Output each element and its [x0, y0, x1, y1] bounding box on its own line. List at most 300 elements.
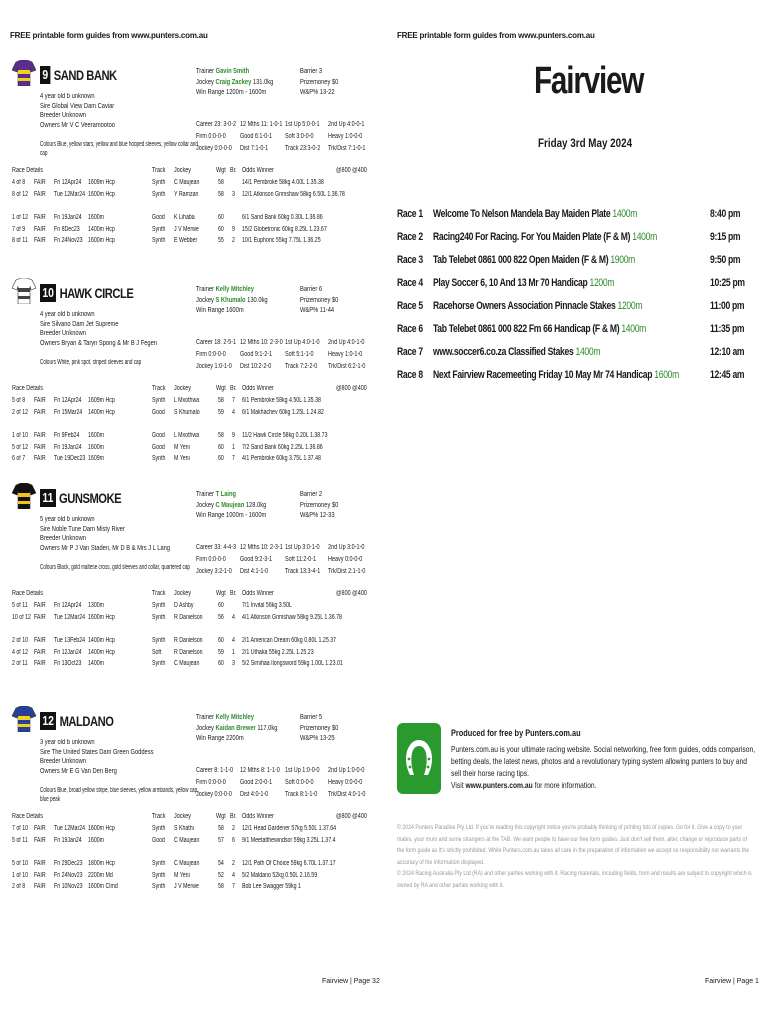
form-cell: 8 of 11: [12, 237, 28, 244]
form-cell: 58: [218, 883, 224, 890]
jockey-label: Jockey: [196, 499, 216, 509]
trainer-line: [196, 66, 273, 77]
form-cell: 1800m Hcp: [88, 860, 115, 867]
form-cell: 5 of 11: [12, 602, 28, 609]
race-name[interactable]: [433, 323, 646, 335]
horse-prizemoney: Prizemoney $0: [300, 76, 339, 86]
jockey-weight: 130.0kg: [245, 294, 268, 304]
form-cell: Good: [152, 214, 165, 221]
form-cell: 59: [218, 648, 224, 656]
form-header-cell: Odds Winner: [242, 385, 274, 392]
form-cell: 1600m: [88, 432, 105, 439]
horse-title: [40, 284, 133, 302]
form-header-cell: Br.: [230, 167, 237, 174]
form-header-cell: Track: [152, 167, 166, 174]
form-cell: FAIR: [34, 237, 46, 244]
form-cell: Fri 12Apr24: [54, 602, 82, 609]
horse-block: [0, 481, 384, 701]
jockey-name[interactable]: S Khumalo: [215, 294, 246, 304]
race-number: Race 1: [397, 208, 423, 220]
form-header-cell: Race Details: [12, 385, 43, 392]
race-name[interactable]: [433, 346, 600, 358]
form-cell: 60: [218, 443, 224, 451]
race-name-text: Tab Telebet 0861 000 822 Fm 66 Handicap (F & M): [433, 323, 620, 335]
form-cell: 1600m Hcp: [88, 613, 115, 621]
stat-cell: 1st Up 3:0-1-0: [285, 544, 320, 551]
form-header-cell: Odds Winner: [242, 167, 274, 174]
race-name[interactable]: [433, 254, 635, 266]
race-distance: 1400m: [621, 323, 647, 335]
horse-wp: W&P% 13-22: [300, 87, 335, 96]
horseshoe-icon: [397, 723, 441, 794]
form-cell: 12/1 Path Of Choice 59kg 6.70L 1.37.17: [242, 860, 336, 867]
stat-cell: Career 18: 2-5-1: [196, 339, 237, 346]
footer-left: Fairview | Page 32: [322, 978, 380, 985]
form-cell: Tue 13Feb24: [54, 637, 86, 644]
form-header-cell: Br.: [230, 813, 237, 820]
race-time: 11:35 pm: [710, 323, 745, 335]
form-cell: 2 of 12: [12, 408, 29, 416]
form-cell: 4/1 Pembroke 60kg 3.75L 1.37.48: [242, 455, 321, 462]
stat-cell: Track 13:3-4-1: [285, 568, 321, 575]
form-cell: FAIR: [34, 408, 46, 416]
form-header-cell: Wgt: [216, 385, 226, 392]
form-cell: 4: [232, 613, 235, 621]
form-cell: Synth: [152, 660, 166, 667]
stat-cell: Firm 0:0-0-0: [196, 556, 226, 563]
jockey-line: [196, 77, 273, 88]
form-cell: Y Ramzan: [174, 190, 199, 198]
form-cell: C Maujean: [174, 660, 200, 667]
form-header-cell: @800 @400: [336, 167, 367, 174]
form-cell: Fri 29Dec23: [54, 860, 83, 867]
form-cell: 2/1 Uthaka 55kg 2.25L 1.25.23: [242, 648, 314, 656]
form-cell: D Ashby: [174, 602, 194, 609]
form-cell: Fri 24Nov23: [54, 237, 83, 244]
trainer-label: Trainer: [196, 284, 216, 293]
trainer-name[interactable]: Kelly Mitchley: [215, 284, 254, 293]
stat-cell: Dist 10:2-2-0: [240, 363, 272, 370]
promo-visit-link[interactable]: www.punters.com.au: [465, 781, 533, 790]
page-header-left: FREE printable form guides from www.punters.com.au: [10, 31, 208, 40]
form-cell: 12/1 Head Gardener 57kg 5.50L 1.37.64: [242, 825, 337, 832]
jockey-line: [196, 723, 277, 734]
form-cell: 1 of 10: [12, 871, 29, 879]
horse-name[interactable]: MALDANO: [59, 713, 114, 729]
horse-prizemoney: Prizemoney $0: [300, 294, 339, 304]
form-cell: 1 of 10: [12, 432, 29, 439]
horse-age: 3 year old b unknown: [40, 739, 95, 746]
promo-visit-prefix: Visit: [451, 781, 466, 790]
race-name[interactable]: [433, 208, 637, 220]
trainer-block: [196, 489, 266, 521]
form-cell: 9/1 Meetatthewindsor 59kg 3.25L 1.37.4: [242, 836, 336, 844]
form-cell: FAIR: [34, 443, 46, 451]
form-cell: Fri 12Apr24: [54, 179, 82, 186]
form-cell: 4/1 Atkinson Grimshaw 58kg 9.25L 1.36.78: [242, 613, 342, 621]
form-cell: 58: [218, 179, 224, 186]
form-cell: 60: [218, 455, 224, 462]
form-cell: 1400m Hcp: [88, 408, 115, 416]
promo-body: [451, 744, 759, 792]
horse-sire: Sire The United States Dam Green Goddess: [40, 748, 154, 756]
jockey-silks-icon: [12, 60, 36, 86]
form-cell: Fri 8Dec23: [54, 225, 80, 233]
form-cell: Fri 12Jan24: [54, 648, 82, 656]
race-name-text: Racing240 For Racing. For You Maiden Plate (F & M): [433, 231, 631, 243]
copyright-text-2: © 2024 Racing Australia Pty Ltd (RA) and other parties working with it. Racing materials, including fields, form and results are subject to copyright which is owned by RA and other parties working with it.: [397, 870, 752, 889]
form-cell: 6/1 Pembroke 58kg 4.50L 1.35.38: [242, 397, 321, 404]
trainer-line: [196, 489, 266, 500]
form-cell: 59: [218, 408, 224, 416]
stat-cell: 2nd Up 4:0-1-0: [328, 339, 365, 346]
horse-name[interactable]: GUNSMOKE: [59, 490, 122, 506]
form-cell: Synth: [152, 602, 166, 609]
form-cell: Good: [152, 443, 165, 451]
horse-age: 5 year old b unknown: [40, 516, 95, 523]
copyright-notice: [397, 822, 754, 891]
stat-cell: Good 9:1-2-1: [240, 351, 273, 358]
form-cell: FAIR: [34, 660, 46, 667]
form-cell: 12/1 Atkinson Grimshaw 58kg 6.50L 1.36.78: [242, 190, 345, 198]
stat-cell: Career 23: 3-0-2: [196, 121, 237, 128]
form-header-cell: Jockey: [174, 167, 192, 174]
race-distance: 1200m: [589, 277, 615, 289]
form-cell: 7: [232, 883, 235, 890]
form-cell: Soft: [152, 648, 162, 656]
form-header-cell: Br.: [230, 590, 237, 597]
race-name-text: Tab Telebet 0861 000 822 Open Maiden (F & M): [433, 254, 609, 266]
form-cell: 58: [218, 432, 224, 439]
form-cell: 1400m: [88, 660, 105, 667]
horse-breeder: Breeder Unknown: [40, 112, 86, 119]
horse-owners: Owners Bryan & Taryn Spong & Mr B J Fegen: [40, 339, 157, 347]
form-cell: FAIR: [34, 179, 46, 186]
race-number: Race 6: [397, 323, 423, 335]
stat-cell: Firm 0:0-0-0: [196, 133, 226, 140]
trainer-name[interactable]: Kelly Mitchley: [215, 712, 254, 721]
form-cell: 2: [232, 825, 235, 832]
form-cell: 10 of 12: [12, 613, 31, 621]
form-cell: 11/2 Hawk Circle 58kg 0.20L 1.38.73: [242, 432, 328, 439]
form-cell: 7: [232, 397, 235, 404]
stat-cell: Good 9:2-3-1: [240, 556, 273, 563]
horse-sire: Sire Silvano Dam Jet Supreme: [40, 320, 119, 328]
form-cell: 1600m Hcp: [88, 237, 115, 244]
horse-details: [40, 310, 157, 348]
stat-cell: Trk/Dist 7:1-0-1: [328, 145, 366, 152]
horse-owners: Owners Mr E G Van Den Berg: [40, 767, 117, 775]
form-cell: C Maujean: [174, 860, 200, 867]
horse-colours: Colours Black, gold maltese cross, gold sleeves and collar, quartered cap: [40, 564, 190, 571]
form-header-cell: @800 @400: [336, 385, 367, 392]
form-cell: FAIR: [34, 397, 46, 404]
stat-cell: Firm 0:0-0-0: [196, 779, 226, 786]
form-header-cell: Track: [152, 813, 166, 820]
form-cell: 1: [232, 443, 235, 451]
form-cell: FAIR: [34, 825, 46, 832]
stat-cell: Track 8:1-1-0: [285, 791, 318, 798]
horse-title: [40, 489, 121, 507]
form-cell: Tue 12Mar24: [54, 190, 86, 198]
jockey-name[interactable]: Craig Zackey: [215, 76, 252, 86]
horse-details: [40, 92, 115, 130]
form-cell: Fri 9Feb24: [54, 432, 80, 439]
copyright-text-1: © 2024 Punters Paradise Pty Ltd. If you're reading this copyright notice you're probably thinking of printing lots of copies. Go for it. Give a copy to your mates, your mum and some strangers at the TAB. We want people to have our free form guides. Just don't sell them, alter, change or reproduce parts of the form guide as it's strictly prohibited. While Punters.com.au takes all care in the preparation of information we accept no responsibility nor warrants the accuracy of the information displayed.: [397, 824, 750, 866]
form-cell: Fri 24Nov23: [54, 871, 83, 879]
form-cell: 58: [218, 825, 224, 832]
horse-name[interactable]: HAWK CIRCLE: [59, 285, 134, 301]
form-cell: Fri 12Apr24: [54, 397, 82, 404]
trainer-label: Trainer: [196, 66, 216, 75]
horse-age: 4 year old b unknown: [40, 93, 95, 100]
race-distance: 1900m: [610, 254, 636, 266]
form-cell: R Danielson: [174, 648, 203, 656]
form-cell: FAIR: [34, 883, 46, 890]
horse-details: [40, 738, 153, 776]
horse-colours: Colours White, pink spot, striped sleeves and cap: [40, 359, 142, 366]
stat-cell: 1st Up 1:0-0-0: [285, 767, 320, 774]
race-time: 11:00 pm: [710, 300, 745, 312]
form-cell: L Mxothwa: [174, 432, 200, 439]
win-range: Win Range 1000m - 1600m: [196, 510, 267, 519]
form-cell: Synth: [152, 860, 166, 867]
form-cell: J V Merwe: [174, 225, 199, 233]
form-cell: C Maujean: [174, 179, 200, 186]
form-cell: 1609m: [88, 455, 105, 462]
form-cell: Synth: [152, 225, 166, 233]
form-cell: Tue 19Dec23: [54, 455, 86, 462]
form-cell: 2 of 11: [12, 660, 28, 667]
race-number: Race 4: [397, 277, 423, 289]
form-cell: 3: [232, 190, 235, 198]
form-cell: Synth: [152, 637, 166, 644]
form-header-cell: Odds Winner: [242, 590, 274, 597]
horse-breeder: Breeder Unknown: [40, 535, 86, 542]
horse-wp: W&P% 12-33: [300, 510, 335, 519]
jockey-name[interactable]: C Maujean: [215, 499, 245, 509]
stat-cell: Trk/Dist 4:0-1-0: [328, 791, 366, 798]
form-cell: 6: [232, 836, 235, 844]
form-cell: FAIR: [34, 648, 46, 656]
form-cell: FAIR: [34, 225, 46, 233]
form-cell: 4 of 8: [12, 179, 26, 186]
form-cell: Synth: [152, 179, 166, 186]
win-range: Win Range 2200m: [196, 733, 244, 742]
form-cell: 7/2 Sand Bank 60kg 2.25L 1.36.86: [242, 443, 323, 451]
horse-barrier: Barrier 2: [300, 489, 323, 498]
form-cell: 1600m Hcp: [88, 825, 115, 832]
jockey-label: Jockey: [196, 722, 216, 732]
horse-details: [40, 515, 170, 553]
race-name[interactable]: [433, 369, 679, 381]
form-header-cell: Odds Winner: [242, 813, 274, 820]
race-distance: 1600m: [654, 369, 679, 381]
race-name-text: Play Soccer 6, 10 And 13 Mr 70 Handicap: [433, 277, 588, 289]
horse-colours: Colours Blue, yellow stars, yellow and blue hooped sleeves, yellow collar and cap: [40, 141, 198, 157]
horse-sire: Sire Global View Dam Caviar: [40, 102, 115, 110]
form-cell: Synth: [152, 871, 166, 879]
form-cell: 14/1 Pembroke 58kg 4.00L 1.35.38: [242, 179, 324, 186]
form-cell: M Yeni: [174, 871, 190, 879]
form-cell: FAIR: [34, 214, 46, 221]
form-cell: 2: [232, 237, 235, 244]
form-cell: FAIR: [34, 637, 46, 644]
form-cell: Good: [152, 836, 165, 844]
horse-wp: W&P% 13-25: [300, 733, 335, 742]
form-header-cell: Jockey: [174, 590, 192, 597]
race-number: Race 5: [397, 300, 423, 312]
stat-cell: Track 7:2-2-0: [285, 363, 318, 370]
horse-barrier: Barrier 5: [300, 712, 323, 721]
form-cell: 6/1 Makhachev 60kg 1.25L 1.24.82: [242, 408, 324, 416]
form-cell: 1609m Hcp: [88, 397, 115, 404]
form-cell: 8 of 12: [12, 190, 29, 198]
form-cell: 7/1 Invital 56kg 3.50L: [242, 602, 292, 609]
saddlecloth-number: 10: [40, 284, 56, 302]
trainer-label: Trainer: [196, 712, 216, 721]
race-time: 9:50 pm: [710, 254, 741, 266]
form-cell: 58: [218, 397, 224, 404]
stat-cell: 12 Mths 11: 1-0-1: [240, 121, 283, 128]
form-header-cell: Jockey: [174, 385, 192, 392]
form-header-cell: Jockey: [174, 813, 192, 820]
stat-cell: 12 Mths 10: 2-3-1: [240, 544, 283, 551]
form-cell: 7 of 9: [12, 225, 26, 233]
race-time: 10:25 pm: [710, 277, 745, 289]
form-header-cell: Track: [152, 385, 166, 392]
form-cell: L Mxothwa: [174, 397, 200, 404]
barrier-block: [300, 489, 338, 521]
form-cell: S Khumalo: [174, 408, 200, 416]
stat-cell: Dist 4:0-1-0: [240, 791, 269, 798]
form-cell: 2200m Md: [88, 871, 113, 879]
race-name[interactable]: [433, 231, 657, 243]
jockey-silks-icon: [12, 706, 36, 732]
jockey-name[interactable]: Kaidan Brewer: [215, 722, 256, 732]
form-cell: FAIR: [34, 613, 46, 621]
form-cell: 7: [232, 455, 235, 462]
form-cell: 4 of 12: [12, 648, 29, 656]
race-distance: 1200m: [617, 300, 643, 312]
form-cell: Fri 19Jan24: [54, 443, 82, 451]
form-cell: 1600m: [88, 836, 105, 844]
form-cell: FAIR: [34, 836, 46, 844]
trainer-name[interactable]: Gavin Smith: [215, 66, 250, 75]
form-cell: 4: [232, 408, 235, 416]
form-cell: 4: [232, 871, 235, 879]
horse-name[interactable]: SAND BANK: [53, 67, 117, 83]
form-cell: 60: [218, 660, 224, 667]
stat-cell: Trk/Dist 6:2-1-0: [328, 363, 366, 370]
win-range: Win Range 1200m - 1600m: [196, 87, 267, 96]
stat-cell: Track 23:3-0-2: [285, 145, 321, 152]
form-cell: FAIR: [34, 432, 46, 439]
horse-colours: Colours Blue, broad yellow stripe, blue sleeves, yellow armbands, yellow cap, blue peak: [40, 787, 199, 803]
form-cell: 15/2 Globetronic 60kg 8.25L 1.23.67: [242, 225, 327, 233]
race-number: Race 8: [397, 369, 423, 381]
horse-barrier: Barrier 6: [300, 284, 323, 293]
form-cell: 58: [218, 190, 224, 198]
jockey-label: Jockey: [196, 294, 216, 304]
form-cell: 60: [218, 637, 224, 644]
saddlecloth-number: 11: [40, 489, 56, 507]
form-header-cell: Race Details: [12, 813, 43, 820]
form-cell: 6 of 7: [12, 455, 26, 462]
horse-breeder: Breeder Unknown: [40, 758, 86, 765]
jockey-weight: 117.0kg: [255, 722, 278, 732]
horse-age: 4 year old b unknown: [40, 311, 95, 318]
stat-cell: 2nd Up 4:0-0-1: [328, 121, 365, 128]
form-cell: 5 of 12: [12, 443, 29, 451]
form-cell: S Khathi: [174, 825, 194, 832]
form-cell: C Maujean: [174, 836, 200, 844]
punters-logo: [397, 723, 441, 794]
form-header-cell: @800 @400: [336, 813, 367, 820]
trainer-line: [196, 284, 268, 295]
race-time: 12:10 am: [710, 346, 745, 358]
stat-cell: Soft 3:0-0-0: [285, 133, 314, 140]
race-number: Race 3: [397, 254, 423, 266]
form-cell: 7 of 10: [12, 825, 29, 832]
jockey-line: [196, 295, 268, 306]
stat-cell: 12 Mths 8: 1-1-0: [240, 767, 280, 774]
form-cell: 60: [218, 214, 224, 221]
form-cell: R Danielson: [174, 637, 203, 644]
race-time: 8:40 pm: [710, 208, 741, 220]
form-cell: 1400m Hcp: [88, 225, 115, 233]
form-cell: Fri 13Oct23: [54, 660, 82, 667]
trainer-name[interactable]: T Laing: [215, 489, 237, 498]
form-cell: Fri 15Mar24: [54, 408, 83, 416]
stat-cell: Soft 5:1-1-0: [285, 351, 314, 358]
horse-title: [40, 66, 117, 84]
form-cell: 60: [218, 225, 224, 233]
form-cell: 2: [232, 860, 235, 867]
horse-title: [40, 712, 113, 730]
form-cell: 54: [218, 860, 224, 867]
stat-cell: Good 2:0-0-1: [240, 779, 273, 786]
form-header-cell: Wgt: [216, 167, 226, 174]
form-cell: 6/1 Sand Bank 60kg 0.30L 1.36.86: [242, 214, 323, 221]
form-cell: Synth: [152, 883, 166, 890]
stat-cell: Heavy 0:0-0-0: [328, 556, 363, 563]
form-cell: 2 of 10: [12, 637, 29, 644]
jockey-label: Jockey: [196, 76, 216, 86]
horse-owners: Owners Mr P J Van Staden, Mr D B & Mrs J L Lang: [40, 544, 171, 552]
form-cell: K Lihaba: [174, 214, 195, 221]
stat-cell: Soft 11:2-0-1: [285, 556, 317, 563]
horse-block: [0, 58, 384, 278]
stat-cell: Heavy 1:0-0-0: [328, 133, 363, 140]
stat-cell: Jockey 3:2-1-0: [196, 568, 232, 575]
horse-wp: W&P% 11-44: [300, 305, 335, 314]
form-cell: 1: [232, 648, 235, 656]
race-name[interactable]: [433, 277, 614, 289]
form-cell: FAIR: [34, 455, 46, 462]
race-number: Race 7: [397, 346, 423, 358]
stat-cell: 1st Up 5:0-0-1: [285, 121, 320, 128]
saddlecloth-number: 12: [40, 712, 56, 730]
form-cell: 1 of 12: [12, 214, 29, 221]
trainer-block: [196, 712, 277, 744]
race-name[interactable]: [433, 300, 642, 312]
race-date: Friday 3rd May 2024: [538, 136, 633, 150]
form-cell: M Yeni: [174, 443, 190, 451]
form-cell: 2 of 8: [12, 883, 26, 890]
form-cell: 57: [218, 836, 224, 844]
trainer-block: [196, 284, 268, 316]
